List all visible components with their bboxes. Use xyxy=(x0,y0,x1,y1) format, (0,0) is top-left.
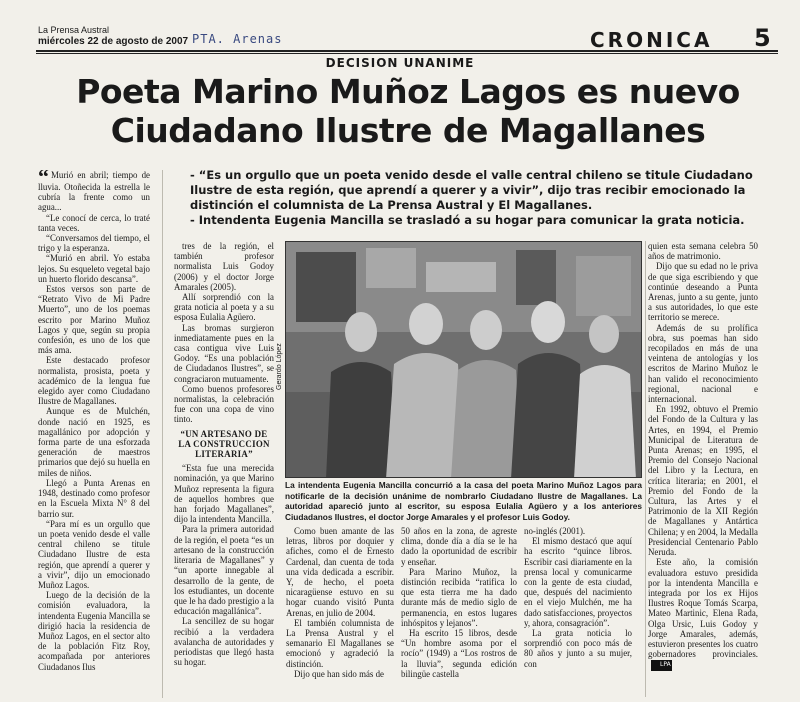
paragraph: Aunque es de Mulchén, donde nació en 1925, es magallánico por adopción y forma parte de una esforzada generación de maestros primarios que dejó su huella en miles de niños. xyxy=(38,406,150,478)
paragraph: Como buen amante de las letras, libros por doquier y afiches, como el de Ernesto Cardenal, dan cuenta de toda una vida dedicada a escribir. Y, de hecho, el poeta nicaragüense estuvo en su hogar cuando visitó Punta Arenas, en julio de 2004. xyxy=(286,526,394,618)
article-column-1 xyxy=(38,170,150,700)
newspaper-name: La Prensa Austral xyxy=(38,25,110,35)
paragraph: Este destacado profesor normalista, prosista, poeta y académico de la lengua fue elegido ayer como Ciudadano Ilustre de Magallanes. xyxy=(38,355,150,407)
paragraph: Para Marino Muñoz, la distinción recibida “ratifica lo que esta tierra me ha dado durante más de medio siglo de permanencia, en estos lugares inhóspitos y lejanos”. xyxy=(401,566,517,628)
paragraph: 50 años en la zona, de agreste clima, donde día a día se le ha dado la oportunidad de escribir y enseñar. xyxy=(401,526,517,567)
photo-caption: La intendenta Eugenia Mancilla concurrió a la casa del poeta Marino Muñoz Lagos para notificarle de la decisión unánime de nombrarlo Ciudadano Ilustre de Magallanes. La autoridad apareció junto al escritor, su esposa Eulalia Agüero y a los anteriores Ciudadanos Ilustres, el doctor Jorge Amarales y el profesor Luis Godoy. xyxy=(285,480,642,522)
paragraph: “Para mí es un orgullo que un poeta venido desde el valle central chileno se titule Ciudadano Ilustre de esta región, que aprendí a querer y a vivir”, dijo un emocionado Muñoz Lagos. xyxy=(38,518,150,590)
section-name: CRONICA xyxy=(590,28,713,52)
paragraph: tres de la región, el también profesor normalista Luis Godoy (2006) y el doctor Jorge Amarales (2005). xyxy=(174,241,274,292)
paragraph: Estos versos son parte de “Retrato Vivo de Mi Padre Muerto”, uno de los poemas escrito por Marino Muñoz Lagos y que, según su propia confesión, es uno de los que más ama. xyxy=(38,284,150,356)
paragraph: Las bromas surgieron inmediatamente pues en la casa contigua vive Luis Godoy. “Es una población de Ciudadanos Ilustres”, se congraciaron mutuamente. xyxy=(174,322,274,384)
paragraph: Como buenos profesores normalistas, la celebración fue con una copa de vino tinto. xyxy=(174,383,274,425)
headline-line-2: Ciudadano Ilustre de Magallanes xyxy=(110,111,706,150)
headline-line-1: Poeta Marino Muñoz Lagos es nuevo xyxy=(76,72,740,111)
photo-credit: Gerardo López xyxy=(276,343,283,390)
paragraph: “Esta fue una merecida nominación, ya que Marino Muñoz representa la figura de aquellos hombres que han forjado Magallanes”, dijo la intendenta Mancilla. xyxy=(174,463,274,525)
header-rule xyxy=(36,50,778,52)
signoff-mark: LPA xyxy=(651,660,672,670)
column-divider xyxy=(162,170,163,698)
paragraph: En 1992, obtuvo el Premio del Fondo de la Cultura y las Artes, en 1994, el Premio Municipal de Literatura de Punta Arenas; en 1995, el Premio del Consejo Nacional del Libro y la Lectura, en crítica literaria; en 2001, el Premio del Fondo de la Cultura, las Artes y el Patrimonio de la XII Región de Magallanes y Antártica Chilena; y en 2004, la Medalla Presidencial Centenario Pablo Neruda. xyxy=(648,404,758,558)
handwritten-note: PTA. Arenas xyxy=(192,32,283,46)
paragraph: Dijo que su edad no le priva de que siga escribiendo y que continúe deseando a Punta Arenas, junto a su gente, junto a sus autoridades, lo que este territorio se merece. xyxy=(648,261,758,323)
paragraph: Además de su prolífica obra, sus poemas han sido recopilados en más de una veintena de antologías y los escritos de Marino Muñoz le han valido el reconocimiento regional, nacional e internacional. xyxy=(648,322,758,405)
subheadline xyxy=(190,168,790,228)
article-column-2 xyxy=(174,241,274,697)
page-number: 5 xyxy=(754,24,771,52)
paragraph: La grata noticia lo sorprendió con poco más de 80 años y junto a su mujer, con xyxy=(524,628,632,669)
column-divider xyxy=(645,241,646,697)
paragraph: Ha escrito 15 libros, desde “Un hombre asoma por el rocío” (1949) a “Los rostros de la lluvia”, segunda edición bilingüe castella xyxy=(401,628,517,679)
paragraph: El mismo destacó que aquí ha escrito “quince libros. Escribir casi diariamente en la prensa local y comunicarme con la gente de esta ciudad, que, después del nacimiento en el viejo Mulchén, me ha dado satisfacciones, proyectos y, ahora, consagración”. xyxy=(524,536,632,628)
issue-date: miércoles 22 de agosto de 2007 xyxy=(38,36,189,47)
section-subheading: “UN ARTESANO DE LA CONSTRUCCION LITERARIA” xyxy=(178,428,270,460)
paragraph: Para la primera autoridad de la región, el poeta “es un artesano de la construcción literaria de Magallanes” y “un aporte innegable al desarrollo de la gente, de los estudiantes, un docente que le ha dado prestigio a la educación magallánica”. xyxy=(174,524,274,617)
photo-illustration xyxy=(286,242,642,478)
paragraph: “ Murió en abril; tiempo de lluvia. Otoñecida la estrella le cubría la frente como un agua... xyxy=(38,170,150,213)
paragraph: La sencillez de su hogar recibió a la verdadera avalancha de autoridades y periodistas que llegó hasta su hogar. xyxy=(174,616,274,668)
article-column-5 xyxy=(524,526,632,698)
paragraph: quien esta semana celebra 50 años de matrimonio. xyxy=(648,241,758,262)
subheadline-quote: - “Es un orgullo que un poeta venido desde el valle central chileno se titule Ciudadano Ilustre de esta región, que aprendí a querer y a vivir”, dijo tras recibir emocionado la distinción el columnista de La Prensa Austral y El Magallanes. xyxy=(190,168,753,212)
paragraph: Este año, la comisión evaluadora estuvo presidida por la intendenta Mancilla e integrada por los ex Hijos Ilustres Roque Tomás Scarpa, Mateo Martinic, Elena Rada, Olga Ursic, Luis Godoy y Jorge Amarales, además, estuvieron presentes los cuatro gobernadores provinciales.LPA xyxy=(648,557,758,670)
paragraph: “Conversamos del tiempo, el trigo y la esperanza. xyxy=(38,233,150,254)
open-quote-mark: “ xyxy=(38,170,49,189)
paragraph: Luego de la decisión de la comisión evaluadora, la intendenta Eugenia Mancilla se dirigió hacia la residencia de Muñoz Lagos, en el sector alto de la población Fitz Roy, acompañada por anteriores Ciudadanos Ilus xyxy=(38,590,150,672)
article-column-4 xyxy=(401,526,517,698)
article-photo xyxy=(285,241,642,478)
paragraph: “Le conocí de cerca, lo traté tanta veces. xyxy=(38,212,150,233)
article-column-6 xyxy=(648,241,758,691)
paragraph: “Murió en abril. Yo estaba lejos. Su esqueleto vegetal bajo un huerto florido descansa”. xyxy=(38,253,150,284)
kicker: DECISION UNANIME xyxy=(325,56,475,70)
paragraph: El también columnista de La Prensa Austral y el semanario El Magallanes se emocionó y agradeció la distinción. xyxy=(286,617,394,669)
paragraph: Dijo que han sido más de xyxy=(294,668,384,679)
header-rule-thin xyxy=(36,53,778,54)
paragraph: Allí sorprendió con la grata noticia al poeta y a su esposa Eulalia Agüero. xyxy=(174,292,274,323)
headline xyxy=(40,72,776,150)
article-column-3 xyxy=(286,526,394,698)
paragraph: Llegó a Punta Arenas en 1948, destinado como profesor en la Escuela Mixta N° 8 del barrio sur. xyxy=(38,477,150,519)
paragraph: no-inglés (2001). xyxy=(524,526,586,536)
subheadline-summary: - Intendenta Eugenia Mancilla se trasladó a su hogar para comunicar la grata noticia. xyxy=(190,213,745,227)
